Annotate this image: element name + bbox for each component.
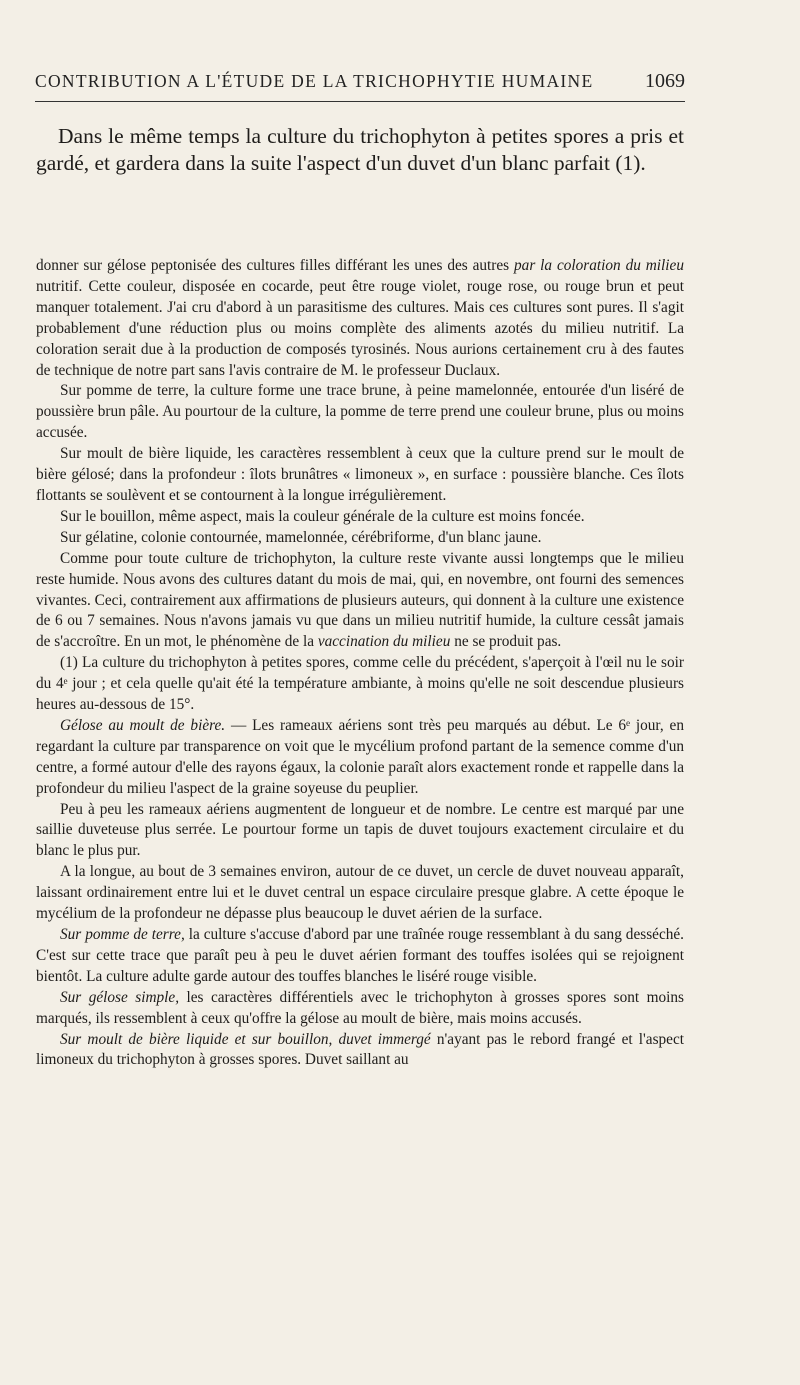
paragraph: donner sur gélose peptonisée des cultures filles différant les unes des autres par la coloration du milieu nutritif. Cette couleur, disposée en cocarde, peut être rouge violet, rouge rose, ou rouge brun et peut manquer totalement. J'ai cru d'abord à un parasitisme des cultures. Mais ces cultures sont pures. Il s'agit probablement d'une réduction plus ou moins complète des aliments azotés du milieu nutritif. La coloration serait due à la production de composés tyrosinés. Nous aurions certainement cru à des fautes de technique de notre part sans l'avis contraire de M. le professeur Duclaux.: [36, 257, 684, 379]
running-title: CONTRIBUTION A L'ÉTUDE DE LA TRICHOPHYTIE HUMAINE: [35, 71, 594, 91]
paragraph: Sur gélatine, colonie contournée, mamelonnée, cérébriforme, d'un blanc jaune.: [60, 528, 542, 546]
running-header: [35, 70, 685, 93]
footnote: Sur gélose simple, les caractères différentiels avec le trichophyton à grosses spores sont moins marqués, ils ressemblent à ceux qu'offre la gélose au moult de bière, mais moins accusés.: [36, 988, 684, 1027]
lead-paragraph: Dans le même temps la culture du trichophyton à petites spores a pris et gardé, et gardera dans la suite l'aspect d'un duvet d'un blanc parfait (1).: [36, 124, 684, 175]
paragraph: Sur moult de bière liquide, les caractères ressemblent à ceux que la culture prend sur le moult de bière gélosé; dans la profondeur : îlots brunâtres « limoneux », en surface : poussière blanche. Ces îlots flottants se soulèvent et se contournent à la longue irrégulièrement.: [36, 445, 684, 504]
footnote: A la longue, au bout de 3 semaines environ, autour de ce duvet, un cercle de duvet nouveau apparaît, laissant ordinairement entre lui et le duvet central un espace circulaire presque glabre. A cette époque le mycélium de la profondeur ne dépasse plus beaucoup le duvet aérien de la surface.: [36, 863, 684, 923]
footnote: (1) La culture du trichophyton à petites spores, comme celle du précédent, s'aperçoit à l'œil nu le soir du 4ᵉ jour ; et cela quelle qu'ait été la température ambiante, à moins qu'elle ne soit descendue plusieurs heures au-dessous de 15°.: [36, 654, 684, 714]
paragraph: Comme pour toute culture de trichophyton, la culture reste vivante aussi longtemps que le milieu reste humide. Nous avons des cultures datant du mois de mai, qui, en novembre, ont fourni des semences vivantes. Ceci, contrairement aux affirmations de plusieurs auteurs, qui donnent à la culture une existence de 6 ou 7 semaines. Nous n'avons jamais vu que dans un milieu nutritif humide, la culture cessât jamais de s'accroître. En un mot, le phénomène de la vaccination du milieu ne se produit pas.: [36, 549, 684, 651]
header-rule: [35, 101, 685, 102]
footnote: Gélose au moult de bière. — Les rameaux aériens sont très peu marqués au début. Le 6ᵉ jour, en regardant la culture par transparence on voit que le mycélium profond partant de la semence comme d'un centre, a formé autour d'elle des rayons égaux, la colonie paraît alors exactement ronde et rappelle dans la profondeur du milieu l'aspect de la graine soyeuse du peuplier.: [36, 716, 684, 797]
footnote: Sur moult de bière liquide et sur bouillon, duvet immergé n'ayant pas le rebord frangé et l'aspect limoneux du trichophyton à grosses spores. Duvet saillant au: [36, 1030, 684, 1069]
paragraph: Sur le bouillon, même aspect, mais la couleur générale de la culture est moins foncée.: [60, 507, 585, 525]
paragraph: Sur pomme de terre, la culture forme une trace brune, à peine mamelonnée, entourée d'un liséré de poussière brun pâle. Au pourtour de la culture, la pomme de terre prend une couleur brune, plus ou moins accusée.: [36, 382, 684, 442]
footnote: Sur pomme de terre, la culture s'accuse d'abord par une traînée rouge ressemblant à du sang desséché. C'est sur cette trace que paraît peu à peu le duvet aérien formant des touffes isolées qui se rejoignent bientôt. La culture adulte garde autour des touffes blanches le liséré rouge visible.: [36, 926, 684, 985]
page-number: 1069: [645, 70, 685, 92]
body-text: [36, 256, 684, 1071]
footnote: Peu à peu les rameaux aériens augmentent de longueur et de nombre. Le centre est marqué par une saillie duveteuse plus serrée. Le pourtour forme un tapis de duvet toujours exactement circulaire et du blanc le plus pur.: [36, 800, 684, 860]
